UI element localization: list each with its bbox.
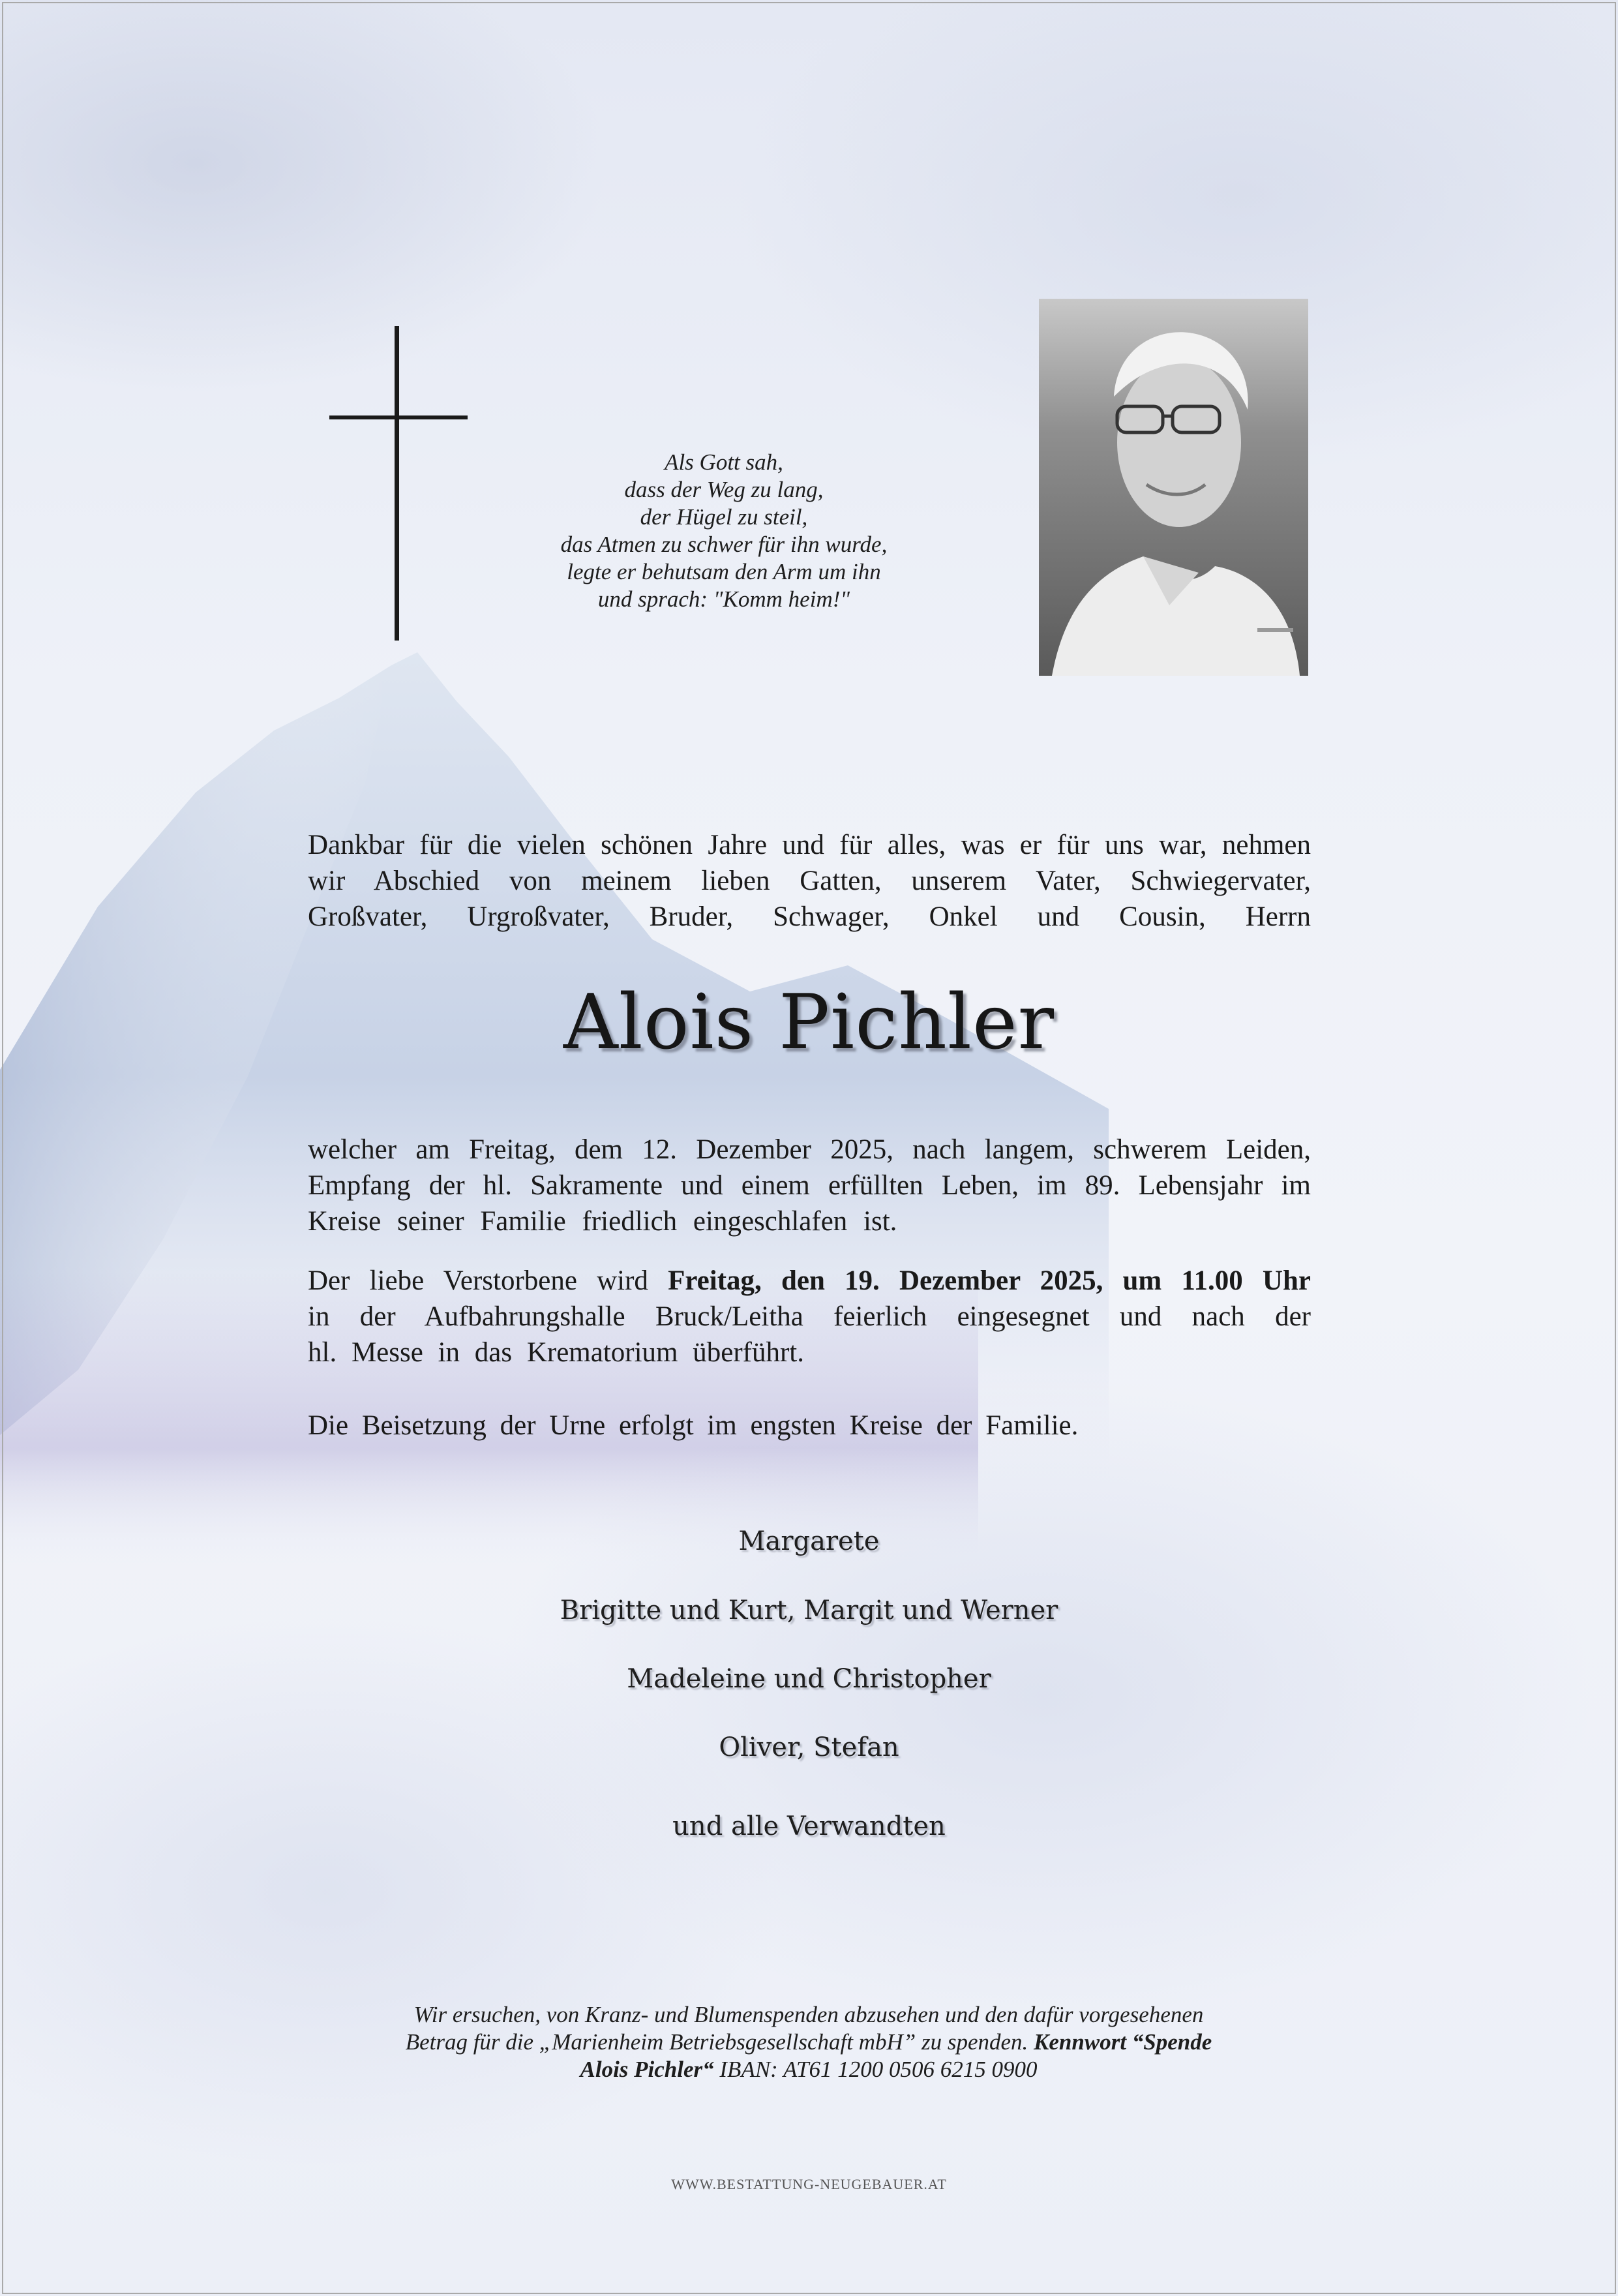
funeral-date-time: Freitag, den 19. Dezember 2025, um 11.00 Uhr <box>668 1265 1311 1296</box>
donation-text: Betrag für die „Marienheim Betriebsgesellschaft mbH” zu spenden. <box>405 2029 1034 2055</box>
donation-line: Wir ersuchen, von Kranz- und Blumenspenden abzusehen und den dafür vorgesehenen <box>413 2002 1204 2027</box>
funeral-paragraph <box>308 1263 1311 1370</box>
funeral-line-prefix: Der liebe Verstorbene wird <box>308 1265 668 1296</box>
poem-line: das Atmen zu schwer für ihn wurde, <box>560 532 888 557</box>
cross-icon-vertical <box>395 326 399 641</box>
death-notice-line: welcher am Freitag, dem 12. Dezember 2025, nach langem, schwerem Leiden, <box>308 1134 1311 1165</box>
death-notice-line: Kreise seiner Familie friedlich eingeschlafen ist. <box>308 1206 897 1237</box>
poem-line: dass der Weg zu lang, <box>624 477 824 502</box>
donation-iban: IBAN: AT61 1200 0506 6215 0900 <box>713 2057 1038 2082</box>
poem-line: der Hügel zu steil, <box>640 504 808 530</box>
donation-line <box>287 2056 1330 2083</box>
intro-line: Großvater, Urgroßvater, Bruder, Schwager, Onkel und Cousin, Herrn <box>308 901 1311 932</box>
intro-line: Dankbar für die vielen schönen Jahre und für alles, was er für uns war, nehmen <box>308 830 1311 860</box>
burial-paragraph <box>308 1408 1311 1443</box>
poem-line: und sprach: "Komm heim!" <box>597 586 850 612</box>
funeral-line <box>308 1263 1311 1299</box>
funeral-line: hl. Messe in das Krematorium überführt. <box>308 1337 804 1368</box>
intro-line: wir Abschied von meinem lieben Gatten, unserem Vater, Schwiegervater, <box>308 866 1311 896</box>
poem <box>470 449 978 613</box>
deceased-name: Alois Pichler <box>563 978 1055 1066</box>
death-notice-paragraph <box>308 1132 1311 1239</box>
website-footer: WWW.BESTATTUNG-NEUGEBAUER.AT <box>671 2176 947 2192</box>
death-notice-line: Empfang der hl. Sakramente und einem erfüllten Leben, im 89. Lebensjahr im <box>308 1170 1311 1201</box>
donation-keyword: Kennwort “Spende <box>1034 2029 1212 2055</box>
mourner-line: Madeleine und Christopher <box>627 1664 991 1694</box>
portrait-photo <box>1039 299 1308 676</box>
donation-request <box>287 2001 1330 2083</box>
funeral-line: in der Aufbahrungshalle Bruck/Leitha feierlich eingesegnet und nach der <box>308 1301 1311 1332</box>
poem-line: Als Gott sah, <box>665 449 783 475</box>
mourner-line: Oliver, Stefan <box>719 1732 899 1762</box>
mourner-line: Margarete <box>738 1526 880 1556</box>
mourner-line: Brigitte und Kurt, Margit und Werner <box>560 1595 1058 1625</box>
intro-paragraph <box>308 827 1311 935</box>
poem-line: legte er behutsam den Arm um ihn <box>567 559 881 584</box>
cross-icon-horizontal <box>329 415 468 419</box>
portrait-illustration <box>1039 299 1308 676</box>
donation-line <box>287 2029 1330 2056</box>
burial-line: Die Beisetzung der Urne erfolgt im engsten Kreise der Familie. <box>308 1410 1079 1441</box>
donation-keyword-name: Alois Pichler“ <box>580 2057 714 2082</box>
mourner-line: und alle Verwandten <box>672 1811 946 1841</box>
